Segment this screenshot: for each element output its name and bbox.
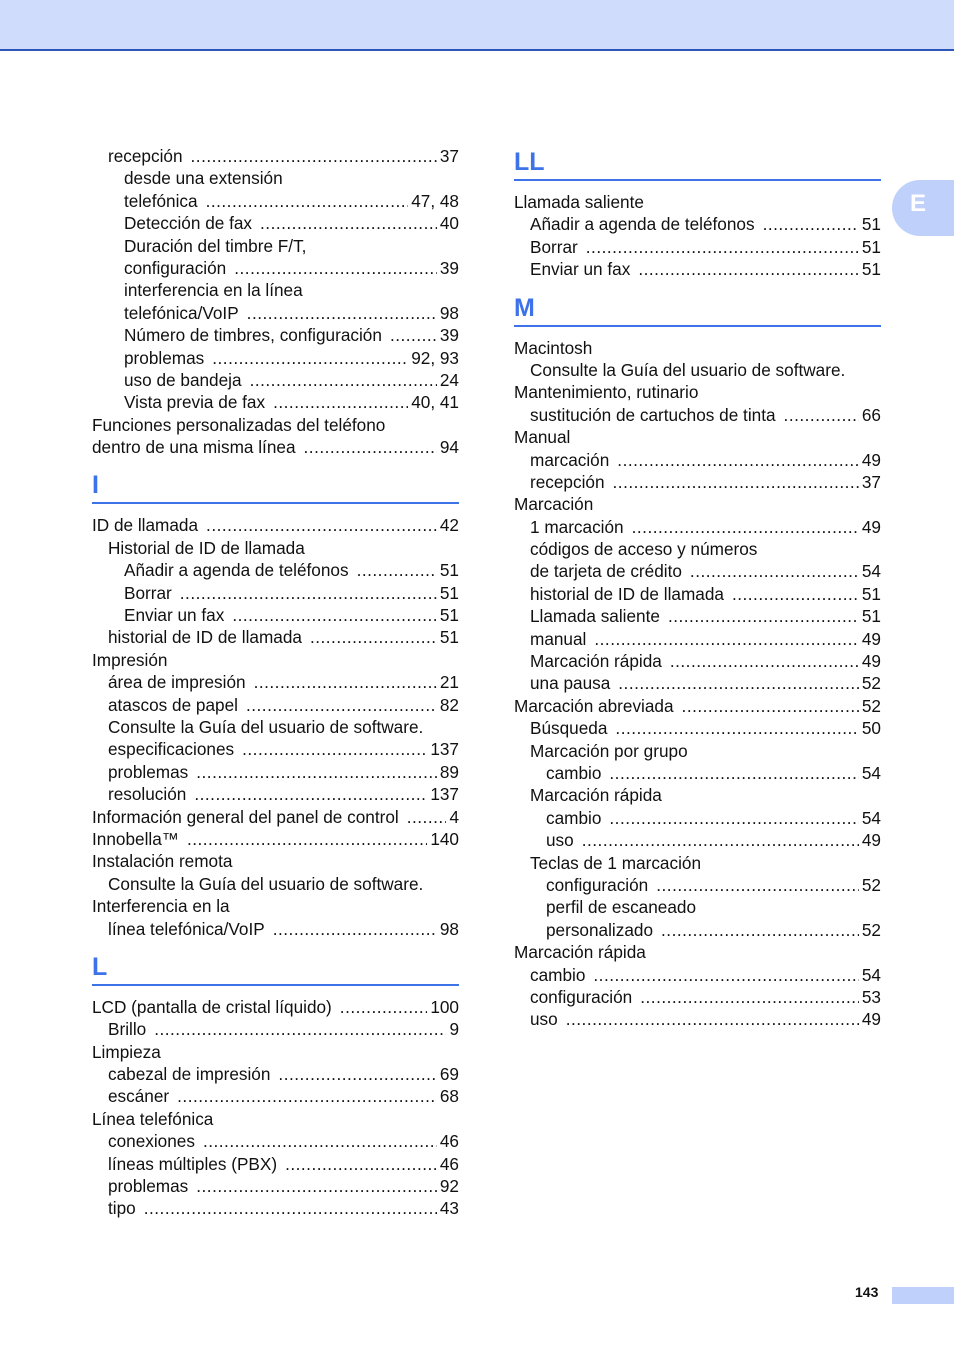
dot-leader xyxy=(594,628,859,650)
index-entry xyxy=(514,829,881,851)
entry-pages: 51 xyxy=(861,606,881,627)
index-entry xyxy=(514,695,881,717)
entry-term: Funciones personalizadas del teléfono xyxy=(92,414,386,435)
entry-term: Borrar xyxy=(530,236,578,257)
entry-pages: 98 xyxy=(439,302,459,323)
entry-pages: 98 xyxy=(439,918,459,939)
dot-leader xyxy=(304,436,437,458)
dot-leader xyxy=(566,1008,859,1030)
entry-pages: 49 xyxy=(861,628,881,649)
entry-pages: 82 xyxy=(439,694,459,715)
entry-term: historial de ID de llamada xyxy=(108,627,302,648)
entry-term: cabezal de impresión xyxy=(108,1064,271,1085)
entry-pages: 94 xyxy=(439,437,459,458)
index-entry xyxy=(514,213,881,235)
entry-term: Marcación rápida xyxy=(514,942,646,963)
entry-term: líneas múltiples (PBX) xyxy=(108,1153,278,1174)
index-entry xyxy=(514,560,881,582)
dot-leader xyxy=(232,604,437,626)
entry-term: Instalación remota xyxy=(92,851,233,872)
section-divider xyxy=(514,325,881,327)
entry-term: Brillo xyxy=(108,1019,147,1040)
dot-leader xyxy=(191,145,437,167)
entry-pages: 51 xyxy=(439,582,459,603)
entry-pages: 9 xyxy=(449,1019,459,1040)
entry-pages: 66 xyxy=(861,404,881,425)
index-entry xyxy=(92,649,459,671)
entry-term: Duración del timbre F/T, xyxy=(124,235,307,256)
dot-leader xyxy=(187,828,427,850)
entry-term: marcación xyxy=(530,449,610,470)
index-entry xyxy=(92,1197,459,1219)
entry-pages: 52 xyxy=(861,874,881,895)
dot-leader xyxy=(177,1085,437,1107)
dot-leader xyxy=(668,605,859,627)
index-entry xyxy=(514,852,881,874)
section-header xyxy=(92,940,459,986)
dot-leader xyxy=(273,918,437,940)
entry-pages: 54 xyxy=(861,807,881,828)
dot-leader xyxy=(247,302,437,324)
entry-pages: 50 xyxy=(861,718,881,739)
index-entry xyxy=(92,559,459,581)
section-letter: L xyxy=(92,952,108,981)
index-entry xyxy=(514,941,881,963)
section-header xyxy=(514,145,881,181)
dot-leader xyxy=(206,190,409,212)
page-number-bar xyxy=(892,1287,954,1304)
entry-term: recepción xyxy=(108,146,183,166)
entry-term: Marcación abreviada xyxy=(514,695,674,716)
index-entry xyxy=(92,895,459,917)
entry-term: Impresión xyxy=(92,649,168,670)
index-entry xyxy=(514,740,881,762)
index-entry xyxy=(514,605,881,627)
entry-term: Enviar un fax xyxy=(124,605,225,626)
entry-pages: 49 xyxy=(861,516,881,537)
entry-term: Información general del panel de control xyxy=(92,806,399,827)
entry-term: perfil de escaneado xyxy=(546,897,697,918)
dot-leader xyxy=(234,257,437,279)
dot-leader xyxy=(196,1175,437,1197)
index-entry xyxy=(514,471,881,493)
dot-leader xyxy=(154,1018,446,1040)
index-entry xyxy=(514,191,881,213)
entry-term: Interferencia en la xyxy=(92,896,230,917)
dot-leader xyxy=(632,516,859,538)
index-entry xyxy=(92,716,459,738)
entry-term: manual xyxy=(530,628,587,649)
dot-leader xyxy=(617,449,859,471)
entry-term: Añadir a agenda de teléfonos xyxy=(530,214,755,235)
entry-term: Búsqueda xyxy=(530,718,608,739)
header-bar xyxy=(0,0,954,51)
dot-leader xyxy=(784,404,859,426)
index-entry xyxy=(92,850,459,872)
entry-term: escáner xyxy=(108,1086,170,1107)
entry-pages: 52 xyxy=(861,695,881,716)
index-entry xyxy=(92,671,459,693)
dot-leader xyxy=(609,807,858,829)
index-entry xyxy=(92,873,459,895)
entry-term: uso xyxy=(546,830,574,851)
entry-pages: 37 xyxy=(861,471,881,492)
entry-pages: 37 xyxy=(439,146,459,166)
entry-term: cambio xyxy=(530,964,586,985)
dot-leader xyxy=(180,582,437,604)
section-divider xyxy=(92,502,459,504)
section-header xyxy=(92,458,459,504)
index-entry xyxy=(92,235,459,257)
entry-pages: 68 xyxy=(439,1086,459,1107)
index-entry xyxy=(514,516,881,538)
dot-leader xyxy=(196,761,437,783)
entry-term: Innobella™ xyxy=(92,828,179,849)
index-entry xyxy=(92,1041,459,1063)
index-entry xyxy=(92,257,459,279)
index-entry xyxy=(514,919,881,941)
entry-term: Enviar un fax xyxy=(530,259,631,280)
entry-term: ID de llamada xyxy=(92,515,199,536)
index-entry xyxy=(514,426,881,448)
entry-pages: 54 xyxy=(861,964,881,985)
section-divider xyxy=(514,179,881,181)
entry-term: configuración xyxy=(124,257,227,278)
index-entry xyxy=(514,672,881,694)
index-column-right xyxy=(514,145,881,1031)
chapter-tab-letter: E xyxy=(910,190,927,217)
index-entry xyxy=(92,414,459,436)
index-entry xyxy=(92,582,459,604)
index-entry xyxy=(92,738,459,760)
index-entry xyxy=(92,212,459,234)
entry-term: uso de bandeja xyxy=(124,369,242,390)
entry-pages: 92, 93 xyxy=(411,347,459,368)
index-entry xyxy=(92,369,459,391)
index-entry xyxy=(92,996,459,1018)
dot-leader xyxy=(357,559,437,581)
dot-leader xyxy=(194,783,427,805)
entry-term: Detección de fax xyxy=(124,213,253,234)
entry-term: interferencia en la línea xyxy=(124,280,303,301)
entry-term: de tarjeta de crédito xyxy=(530,561,682,582)
section-divider xyxy=(92,984,459,986)
index-entry xyxy=(92,828,459,850)
entry-pages: 51 xyxy=(439,560,459,581)
entry-pages: 4 xyxy=(449,806,459,827)
dot-leader xyxy=(254,671,437,693)
entry-term: problemas xyxy=(124,347,205,368)
entry-pages: 54 xyxy=(861,762,881,783)
entry-term: Vista previa de fax xyxy=(124,392,266,413)
entry-pages: 54 xyxy=(861,561,881,582)
index-entry xyxy=(92,167,459,189)
entry-term: conexiones xyxy=(108,1131,195,1152)
index-entry xyxy=(92,626,459,648)
entry-term: Llamada saliente xyxy=(514,192,644,212)
index-entry xyxy=(514,381,881,403)
entry-term: dentro de una misma línea xyxy=(92,437,296,458)
entry-pages: 89 xyxy=(439,761,459,782)
entry-term: cambio xyxy=(546,762,602,783)
entry-term: línea telefónica/VoIP xyxy=(108,918,265,939)
entry-term: Borrar xyxy=(124,582,172,603)
index-entry xyxy=(92,347,459,369)
entry-term: cambio xyxy=(546,807,602,828)
dot-leader xyxy=(310,626,437,648)
index-entry xyxy=(92,1175,459,1197)
dot-leader xyxy=(656,874,859,896)
entry-term: 1 marcación xyxy=(530,516,624,537)
entry-pages: 51 xyxy=(439,605,459,626)
index-entry xyxy=(514,493,881,515)
entry-pages: 47, 48 xyxy=(411,190,459,211)
entry-term: área de impresión xyxy=(108,672,246,693)
index-entry xyxy=(514,762,881,784)
index-entry xyxy=(92,783,459,805)
entry-term: Macintosh xyxy=(514,337,593,358)
entry-pages: 92 xyxy=(439,1176,459,1197)
entry-term: Historial de ID de llamada xyxy=(108,537,305,558)
entry-pages: 51 xyxy=(439,627,459,648)
entry-pages: 39 xyxy=(439,325,459,346)
entry-pages: 42 xyxy=(439,515,459,536)
entry-pages: 140 xyxy=(430,828,459,849)
entry-pages: 39 xyxy=(439,257,459,278)
entry-term: configuración xyxy=(546,874,649,895)
dot-leader xyxy=(690,560,859,582)
dot-leader xyxy=(638,258,859,280)
dot-leader xyxy=(615,717,858,739)
entry-pages: 52 xyxy=(861,673,881,694)
entry-term: uso xyxy=(530,1009,558,1030)
entry-pages: 49 xyxy=(861,830,881,851)
entry-term: Línea telefónica xyxy=(92,1108,214,1129)
index-entry xyxy=(514,964,881,986)
entry-pages: 49 xyxy=(861,1009,881,1030)
entry-term: códigos de acceso y números xyxy=(530,539,758,560)
dot-leader xyxy=(670,650,859,672)
index-entry xyxy=(92,302,459,324)
entry-pages: 137 xyxy=(430,739,459,760)
index-entry xyxy=(92,436,459,458)
dot-leader xyxy=(732,583,859,605)
index-entry xyxy=(514,896,881,918)
entry-term: Consulte la Guía del usuario de software. xyxy=(108,873,424,894)
entry-term: Consulte la Guía del usuario de software. xyxy=(530,359,846,380)
index-entry xyxy=(514,807,881,829)
index-entry xyxy=(92,537,459,559)
page-number: 143 xyxy=(855,1284,879,1300)
entry-term: resolución xyxy=(108,784,187,805)
dot-leader xyxy=(206,514,437,536)
entry-pages: 69 xyxy=(439,1064,459,1085)
index-entry xyxy=(514,337,881,359)
entry-pages: 46 xyxy=(439,1153,459,1174)
dot-leader xyxy=(593,964,858,986)
dot-leader xyxy=(260,212,437,234)
index-entry xyxy=(514,784,881,806)
entry-pages: 21 xyxy=(439,672,459,693)
entry-term: Consulte la Guía del usuario de software. xyxy=(108,716,424,737)
entry-pages: 51 xyxy=(861,236,881,257)
entry-term: Marcación por grupo xyxy=(530,740,688,761)
entry-pages: 46 xyxy=(439,1131,459,1152)
entry-term: LCD (pantalla de cristal líquido) xyxy=(92,996,332,1017)
index-entry xyxy=(514,258,881,280)
index-entry xyxy=(92,145,459,167)
section-header xyxy=(514,281,881,327)
entry-term: Teclas de 1 marcación xyxy=(530,852,702,873)
entry-term: Marcación xyxy=(514,494,594,515)
entry-term: Marcación rápida xyxy=(530,651,662,672)
index-entry xyxy=(92,1108,459,1130)
index-entry xyxy=(92,190,459,212)
index-entry xyxy=(92,1153,459,1175)
index-entry xyxy=(514,874,881,896)
section-letter: M xyxy=(514,293,535,322)
dot-leader xyxy=(242,738,427,760)
dot-leader xyxy=(586,236,859,258)
index-entry xyxy=(92,1018,459,1040)
entry-term: problemas xyxy=(108,761,189,782)
dot-leader xyxy=(278,1063,436,1085)
section-letter: LL xyxy=(514,148,545,176)
dot-leader xyxy=(618,672,859,694)
dot-leader xyxy=(273,391,408,413)
dot-leader xyxy=(250,369,437,391)
index-entry xyxy=(514,404,881,426)
entry-pages: 43 xyxy=(439,1198,459,1219)
index-entry xyxy=(92,761,459,783)
entry-pages: 53 xyxy=(861,986,881,1007)
entry-pages: 40, 41 xyxy=(411,392,459,413)
entry-term: atascos de papel xyxy=(108,694,238,715)
index-entry xyxy=(92,1063,459,1085)
chapter-tab xyxy=(892,180,954,236)
entry-pages: 40 xyxy=(439,213,459,234)
index-entry xyxy=(514,359,881,381)
dot-leader xyxy=(763,213,859,235)
index-entry xyxy=(514,986,881,1008)
dot-leader xyxy=(246,694,437,716)
entry-pages: 137 xyxy=(430,784,459,805)
entry-term: desde una extensión xyxy=(124,168,283,189)
index-entry xyxy=(92,604,459,626)
entry-term: Mantenimiento, rutinario xyxy=(514,382,699,403)
entry-pages: 51 xyxy=(861,583,881,604)
index-column-left xyxy=(92,145,459,1220)
dot-leader xyxy=(613,471,859,493)
entry-pages: 49 xyxy=(861,449,881,470)
index-entry xyxy=(514,1008,881,1030)
index-entry xyxy=(514,538,881,560)
index-entry xyxy=(514,650,881,672)
entry-term: historial de ID de llamada xyxy=(530,583,724,604)
entry-term: especificaciones xyxy=(108,739,235,760)
entry-pages: 24 xyxy=(439,369,459,390)
dot-leader xyxy=(640,986,859,1008)
dot-leader xyxy=(203,1130,437,1152)
dot-leader xyxy=(390,324,437,346)
index-entry xyxy=(514,449,881,471)
dot-leader xyxy=(682,695,859,717)
dot-leader xyxy=(609,762,858,784)
index-entry xyxy=(514,628,881,650)
index-entry xyxy=(92,279,459,301)
entry-term: telefónica/VoIP xyxy=(124,302,239,323)
entry-pages: 100 xyxy=(430,996,459,1017)
entry-pages: 51 xyxy=(861,259,881,280)
entry-term: tipo xyxy=(108,1198,136,1219)
index-entry xyxy=(92,806,459,828)
entry-pages: 52 xyxy=(861,919,881,940)
entry-term: sustitución de cartuchos de tinta xyxy=(530,404,776,425)
dot-leader xyxy=(212,347,408,369)
entry-term: problemas xyxy=(108,1176,189,1197)
entry-term: una pausa xyxy=(530,673,611,694)
dot-leader xyxy=(144,1197,437,1219)
entry-term: Marcación rápida xyxy=(530,785,662,806)
index-entry xyxy=(92,1130,459,1152)
index-entry xyxy=(92,514,459,536)
section-letter: I xyxy=(92,471,99,500)
index-entry xyxy=(92,1085,459,1107)
entry-term: Llamada saliente xyxy=(530,606,660,627)
index-entry xyxy=(514,717,881,739)
entry-term: Manual xyxy=(514,427,571,448)
entry-term: recepción xyxy=(530,471,605,492)
entry-term: configuración xyxy=(530,986,633,1007)
dot-leader xyxy=(407,806,447,828)
index-entry xyxy=(92,694,459,716)
entry-term: Limpieza xyxy=(92,1041,161,1062)
index-entry xyxy=(92,391,459,413)
entry-term: personalizado xyxy=(546,919,654,940)
index-entry xyxy=(514,583,881,605)
dot-leader xyxy=(285,1153,437,1175)
dot-leader xyxy=(661,919,859,941)
index-entry xyxy=(92,918,459,940)
entry-term: Añadir a agenda de teléfonos xyxy=(124,560,349,581)
dot-leader xyxy=(582,829,859,851)
entry-term: telefónica xyxy=(124,190,198,211)
index-entry xyxy=(92,324,459,346)
entry-term: Número de timbres, configuración xyxy=(124,325,382,346)
entry-pages: 49 xyxy=(861,651,881,672)
entry-pages: 51 xyxy=(861,214,881,235)
index-entry xyxy=(514,236,881,258)
dot-leader xyxy=(340,996,428,1018)
